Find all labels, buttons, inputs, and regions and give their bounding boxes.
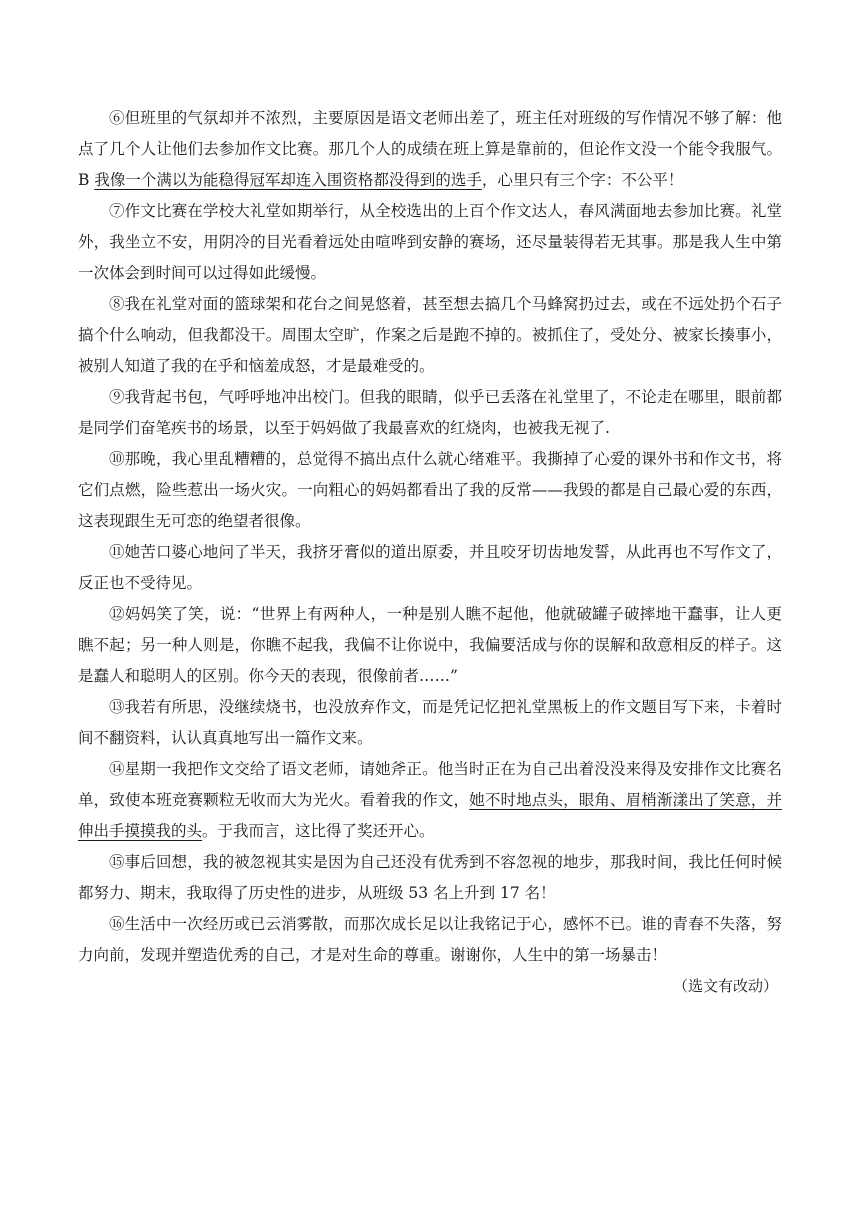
source-note: （选文有改动）: [672, 977, 778, 995]
paragraph-text: ⑥但班里的气氛却并不浓烈，主要原因是语文老师出差了，班主任对班级的写作情况不够了解：他点了几个人让他们去参加作文比赛。那几个人的成绩在班上算是靠前的，但论作文没一个能令我服气。B: [78, 109, 782, 189]
paragraph-text: ，心里只有三个字：不公平！: [481, 171, 684, 189]
paragraph-14: [78, 754, 782, 847]
paragraph-text: ⑮事后回想，我的被忽视其实是因为自己还没有优秀到不容忽视的地步，那我时间，我比任何时候都努力、期末，我取得了历史性的进步，从班级 53 名上升到 17 名！: [78, 853, 782, 902]
paragraph-text: 。于我而言，这比得了奖还开心。: [202, 822, 435, 840]
paragraph-text: ⑦作文比赛在学校大礼堂如期举行，从全校选出的上百个作文达人，春风满面地去参加比赛。礼堂外，我坐立不安，用阴冷的目光看着远处由喧哗到安静的赛场，还尽量装得若无其事。那是我人生中第一次体会到时间可以过得如此缓慢。: [78, 202, 782, 282]
paragraph-text: ⑭星期一我把作文交给了语文老师，请她斧正。他当时正在为自己出着没没来得及安排作文比赛名单，致使本班竞赛颗粒无收而大为光火。看着我的作文，: [78, 760, 782, 809]
paragraph-text: ⑨我背起书包，气呼呼地冲出校门。但我的眼睛，似乎已丢落在礼堂里了，不论走在哪里，眼前都是同学们奋笔疾书的场景，以至于妈妈做了我最喜欢的红烧肉，也被我无视了.: [78, 388, 782, 437]
paragraph-text: ⑫妈妈笑了笑，说：“世界上有两种人，一种是别人瞧不起他，他就破罐子破摔地干蠢事，让人更瞧不起；另一种人则是，你瞧不起我，我偏不让你说中，我偏要活成与你的误解和敌意相反的样子。这是蠢人和聪明人的区别。你今天的表现，很像前者……”: [78, 605, 782, 685]
paragraph-15: [78, 847, 782, 909]
paragraph-text: ⑯生活中一次经历或已云消雾散，而那次成长足以让我铭记于心，感怀不已。谁的青春不失落，努力向前，发现并塑造优秀的自己，才是对生命的尊重。谢谢你，人生中的第一场暴击！: [78, 915, 782, 964]
paragraph-11: [78, 537, 782, 599]
paragraph-text: ⑪她苦口婆心地问了半天，我挤牙膏似的道出原委，并且咬牙切齿地发誓，从此再也不写作文了，反正也不受待见。: [78, 543, 782, 592]
underlined-sentence: 她不时地点头，眼角、眉梢渐漾出了笑意，并伸出手摸摸我的头: [78, 791, 782, 840]
paragraph-8: [78, 289, 782, 382]
paragraph-9: [78, 382, 782, 444]
paragraph-12: [78, 599, 782, 692]
paragraph-text: ⑧我在礼堂对面的篮球架和花台之间晃悠着，甚至想去搞几个马蜂窝扔过去，或在不远处扔个石子搞个什么响动，但我都没干。周围太空旷，作案之后是跑不掉的。被抓住了，受处分、被家长揍事小，被别人知道了我的在乎和恼羞成怒，才是最难受的。: [78, 295, 782, 375]
paragraph-13: [78, 692, 782, 754]
underlined-sentence-b: 我像一个满以为能稳得冠军却连入围资格都没得到的选手: [94, 171, 482, 189]
paragraph-7: [78, 196, 782, 289]
paragraph-6: [78, 103, 782, 196]
paragraph-text: ⑩那晚，我心里乱糟糟的，总觉得不搞出点什么就心绪难平。我撕掉了心爱的课外书和作文书，将它们点燃，险些惹出一场火灾。一向粗心的妈妈都看出了我的反常——我毁的都是自己最心爱的东西，这表现跟生无可恋的绝望者很像。: [78, 450, 782, 530]
paragraph-text: ⑬我若有所思，没继续烧书，也没放弃作文，而是凭记忆把礼堂黑板上的作文题目写下来，卡着时间不翻资料，认认真真地写出一篇作文来。: [78, 698, 782, 747]
document-page: [78, 103, 782, 1002]
paragraph-10: [78, 444, 782, 537]
paragraph-16: [78, 909, 782, 971]
